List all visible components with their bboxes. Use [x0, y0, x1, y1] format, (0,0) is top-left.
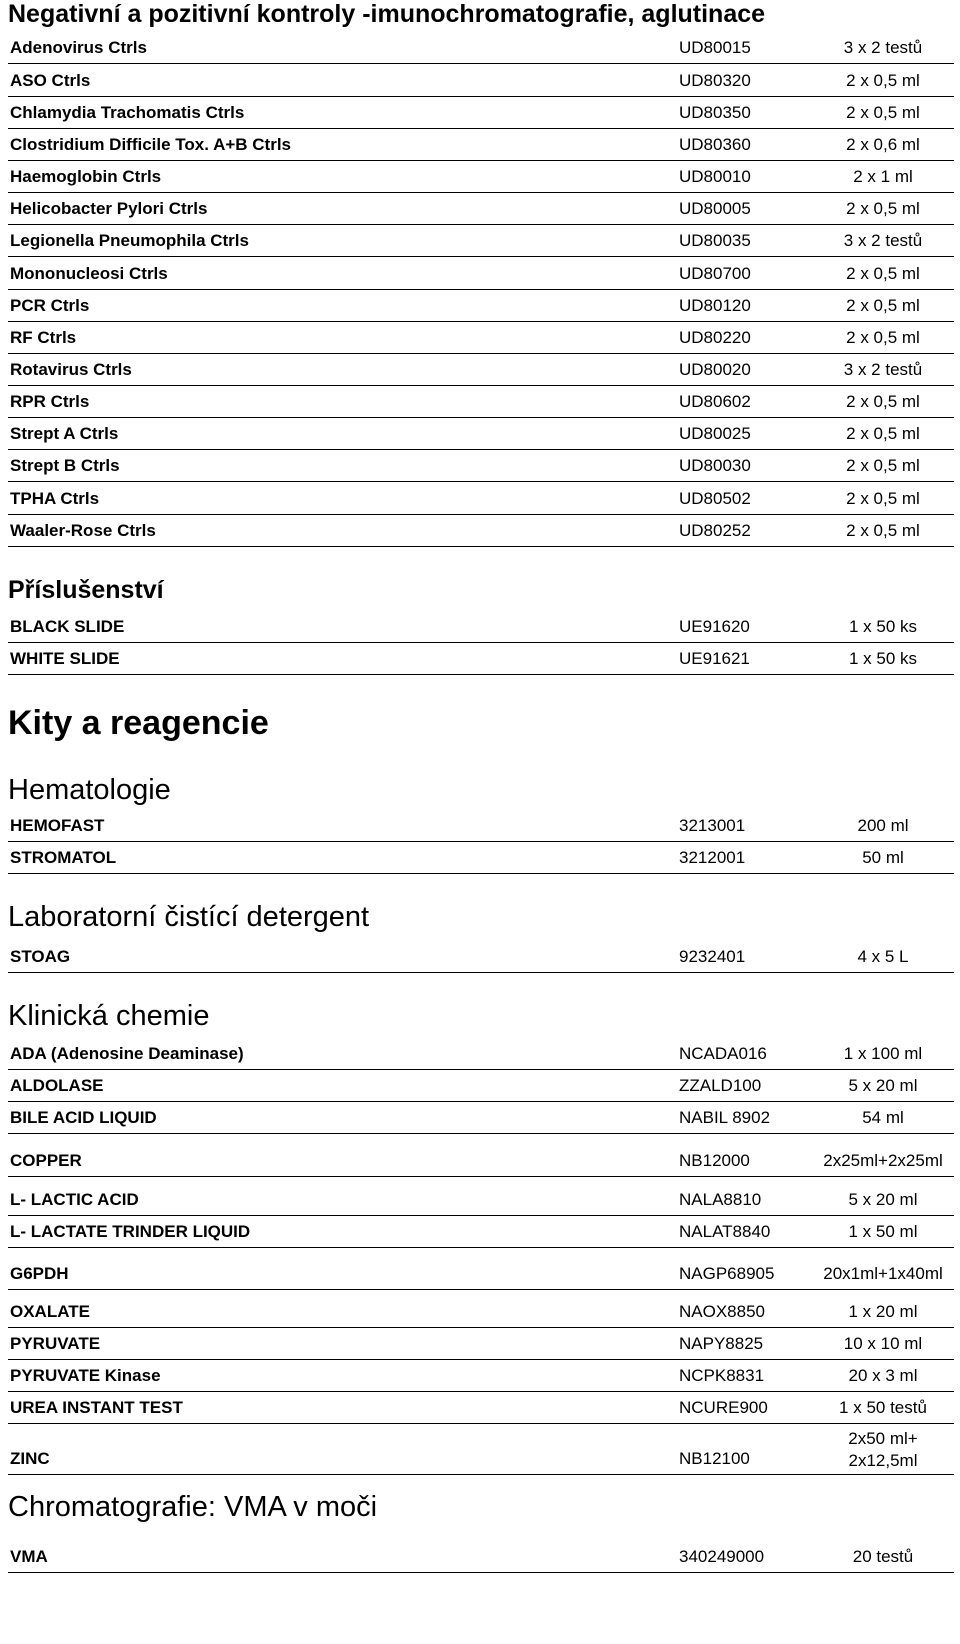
product-code: NB12000: [679, 1151, 750, 1170]
row-divider: [8, 1359, 954, 1360]
product-quantity: 1 x 50 ks: [848, 649, 918, 668]
row-divider: [8, 873, 954, 874]
product-code: UD80320: [679, 71, 751, 90]
product-quantity: 1 x 50 ml: [848, 1222, 918, 1241]
product-name: HEMOFAST: [10, 816, 105, 835]
row-divider: [8, 972, 954, 973]
product-code: UD80020: [679, 360, 751, 379]
product-code: UD80005: [679, 199, 751, 218]
table-row: [8, 452, 954, 482]
product-code: UE91621: [679, 649, 750, 668]
product-quantity: 4 x 5 L: [857, 947, 909, 966]
product-quantity: 1 x 20 ml: [848, 1302, 918, 1321]
table-row: [8, 1394, 954, 1424]
product-code: UD80502: [679, 489, 751, 508]
product-quantity: 2 x 0,5 ml: [846, 456, 920, 475]
table-row: [8, 131, 954, 161]
table-row: [8, 260, 954, 290]
product-name: Strept B Ctrls: [10, 456, 120, 475]
product-name: Clostridium Difficile Tox. A+B Ctrls: [10, 135, 292, 154]
row-divider: [8, 289, 954, 290]
row-divider: [8, 1101, 954, 1102]
product-quantity: 54 ml: [862, 1108, 904, 1127]
product-code: ZZALD100: [679, 1076, 762, 1095]
table-row: [8, 292, 954, 322]
row-divider: [8, 192, 954, 193]
table-row: [8, 420, 954, 450]
product-code: NABIL 8902: [679, 1108, 771, 1127]
table-row: [8, 645, 954, 675]
product-quantity: 5 x 20 ml: [848, 1190, 918, 1209]
product-quantity-line: 2x50 ml+: [848, 1429, 918, 1448]
product-name: ASO Ctrls: [10, 71, 91, 90]
product-code: UD80350: [679, 103, 751, 122]
table-row: [8, 227, 954, 257]
product-quantity: 2x25ml+2x25ml: [823, 1151, 943, 1170]
section-title-chromatography: Chromatografie: VMA v moči: [8, 1491, 378, 1523]
table-row: [8, 1040, 954, 1070]
product-quantity: 2 x 0,6 ml: [846, 135, 920, 154]
product-quantity-line: 2x12,5ml: [848, 1451, 918, 1470]
table-row: [8, 1072, 954, 1102]
product-name: Adenovirus Ctrls: [10, 38, 147, 57]
product-quantity: 2 x 0,5 ml: [846, 489, 920, 508]
product-name: STOAG: [10, 947, 71, 966]
product-name: RF Ctrls: [10, 328, 77, 347]
product-name: TPHA Ctrls: [10, 489, 100, 508]
product-name: L- LACTIC ACID: [10, 1190, 139, 1209]
row-divider: [8, 514, 954, 515]
product-code: 3213001: [679, 816, 746, 835]
product-name: VMA: [10, 1547, 48, 1566]
product-name: PYRUVATE: [10, 1334, 101, 1353]
row-divider: [8, 353, 954, 354]
table-row: [8, 356, 954, 386]
product-name: ALDOLASE: [10, 1076, 104, 1095]
product-name: COPPER: [10, 1151, 82, 1170]
product-quantity: 10 x 10 ml: [843, 1334, 923, 1353]
row-divider: [8, 256, 954, 257]
product-name: STROMATOL: [10, 848, 117, 867]
product-name: ZINC: [10, 1449, 50, 1468]
product-quantity: 2 x 0,5 ml: [846, 328, 920, 347]
product-name: RPR Ctrls: [10, 392, 90, 411]
table-row: [8, 1362, 954, 1392]
row-divider: [8, 1474, 954, 1475]
row-divider: [8, 481, 954, 482]
row-divider: [8, 1572, 954, 1573]
product-code: UD80015: [679, 38, 751, 57]
table-row: [8, 388, 954, 418]
row-divider: [8, 1215, 954, 1216]
row-divider: [8, 1133, 954, 1134]
product-name: PCR Ctrls: [10, 296, 90, 315]
product-quantity: 200 ml: [857, 816, 909, 835]
row-divider: [8, 160, 954, 161]
table-row: [8, 195, 954, 225]
product-code: NAPY8825: [679, 1334, 764, 1353]
product-name: Haemoglobin Ctrls: [10, 167, 162, 186]
product-quantity: 3 x 2 testů: [843, 360, 923, 379]
row-divider: [8, 1176, 954, 1177]
product-quantity: 1 x 100 ml: [843, 1044, 923, 1063]
table-row: [8, 1137, 954, 1177]
table-row: [8, 1543, 954, 1573]
table-row: [8, 517, 954, 547]
product-code: UD80252: [679, 521, 751, 540]
product-code: NALAT8840: [679, 1222, 771, 1241]
product-name: WHITE SLIDE: [10, 649, 120, 668]
product-quantity: 2 x 0,5 ml: [846, 424, 920, 443]
table-row: [8, 99, 954, 129]
product-quantity: 2 x 0,5 ml: [846, 521, 920, 540]
product-quantity: 5 x 20 ml: [848, 1076, 918, 1095]
product-code: NAGP68905: [679, 1264, 775, 1283]
product-quantity: 2 x 0,5 ml: [846, 71, 920, 90]
product-name: Strept A Ctrls: [10, 424, 119, 443]
product-quantity: 2 x 0,5 ml: [846, 264, 920, 283]
product-name: PYRUVATE Kinase: [10, 1366, 161, 1385]
table-row: [8, 67, 954, 97]
table-row: [8, 1298, 954, 1328]
section-title-controls: Negativní a pozitivní kontroly -imunochromatografie, aglutinace: [8, 0, 766, 28]
product-code: NB12100: [679, 1449, 750, 1468]
row-divider: [8, 674, 954, 675]
product-name: Legionella Pneumophila Ctrls: [10, 231, 249, 250]
product-quantity: 3 x 2 testů: [843, 38, 923, 57]
table-row: [8, 1425, 954, 1475]
row-divider: [8, 1289, 954, 1290]
section-title-detergent: Laboratorní čistící detergent: [8, 901, 370, 933]
product-name: OXALATE: [10, 1302, 90, 1321]
row-divider: [8, 1423, 954, 1424]
product-code: 3212001: [679, 848, 746, 867]
product-code: UD80025: [679, 424, 751, 443]
product-code: UD80220: [679, 328, 751, 347]
table-row: [8, 1330, 954, 1360]
row-divider: [8, 449, 954, 450]
product-code: UE91620: [679, 617, 750, 636]
table-row: [8, 613, 954, 643]
heading-kits-reagents: Kity a reagencie: [8, 704, 269, 742]
product-quantity: 20x1ml+1x40ml: [823, 1264, 943, 1283]
product-quantity: 2 x 0,5 ml: [846, 392, 920, 411]
product-quantity: 3 x 2 testů: [843, 231, 923, 250]
table-row: [8, 1250, 954, 1290]
row-divider: [8, 1327, 954, 1328]
product-code: UD80030: [679, 456, 751, 475]
product-code: UD80120: [679, 296, 751, 315]
product-code: NCADA016: [679, 1044, 767, 1063]
product-name: Helicobacter Pylori Ctrls: [10, 199, 208, 218]
product-name: Waaler-Rose Ctrls: [10, 521, 156, 540]
product-code: UD80010: [679, 167, 751, 186]
table-row: [8, 1104, 954, 1134]
product-code: NALA8810: [679, 1190, 762, 1209]
row-divider: [8, 96, 954, 97]
product-quantity: 1 x 50 ks: [848, 617, 918, 636]
section-title-hematology: Hematologie: [8, 774, 171, 806]
table-row: [8, 34, 954, 64]
row-divider: [8, 1247, 954, 1248]
row-divider: [8, 642, 954, 643]
row-divider: [8, 224, 954, 225]
product-code: NCPK8831: [679, 1366, 765, 1385]
product-quantity: 1 x 50 testů: [839, 1398, 927, 1417]
product-code: UD80360: [679, 135, 751, 154]
section-title-accessories: Příslušenství: [8, 576, 164, 604]
table-row: [8, 1186, 954, 1216]
product-quantity: 20 x 3 ml: [848, 1366, 918, 1385]
row-divider: [8, 546, 954, 547]
product-quantity: 2 x 0,5 ml: [846, 296, 920, 315]
product-code: UD80700: [679, 264, 751, 283]
section-title-clinical-chemistry: Klinická chemie: [8, 1000, 210, 1032]
table-row: [8, 324, 954, 354]
product-name: UREA INSTANT TEST: [10, 1398, 183, 1417]
row-divider: [8, 385, 954, 386]
product-name: G6PDH: [10, 1264, 69, 1283]
product-name: Mononucleosi Ctrls: [10, 264, 168, 283]
product-code: 9232401: [679, 947, 746, 966]
table-row: [8, 844, 954, 874]
row-divider: [8, 321, 954, 322]
product-code: 340249000: [679, 1547, 765, 1566]
product-quantity: 20 testů: [852, 1547, 914, 1566]
product-code: UD80602: [679, 392, 751, 411]
product-code: NAOX8850: [679, 1302, 765, 1321]
product-quantity: 2 x 0,5 ml: [846, 103, 920, 122]
table-row: [8, 812, 954, 842]
product-name: Chlamydia Trachomatis Ctrls: [10, 103, 245, 122]
product-code: UD80035: [679, 231, 751, 250]
table-row: [8, 485, 954, 515]
product-name: L- LACTATE TRINDER LIQUID: [10, 1222, 251, 1241]
row-divider: [8, 128, 954, 129]
product-quantity: 2 x 1 ml: [853, 167, 913, 186]
product-code: NCURE900: [679, 1398, 768, 1417]
row-divider: [8, 1391, 954, 1392]
product-quantity: 50 ml: [862, 848, 904, 867]
product-name: BILE ACID LIQUID: [10, 1108, 157, 1127]
row-divider: [8, 841, 954, 842]
product-quantity: 2 x 0,5 ml: [846, 199, 920, 218]
table-row: [8, 943, 954, 973]
row-divider: [8, 1069, 954, 1070]
product-name: BLACK SLIDE: [10, 617, 125, 636]
table-row: [8, 163, 954, 193]
product-quantity: [804, 1428, 960, 1472]
product-name: Rotavirus Ctrls: [10, 360, 132, 379]
product-name: ADA (Adenosine Deaminase): [10, 1044, 244, 1063]
row-divider: [8, 417, 954, 418]
row-divider: [8, 63, 954, 64]
table-row: [8, 1218, 954, 1248]
